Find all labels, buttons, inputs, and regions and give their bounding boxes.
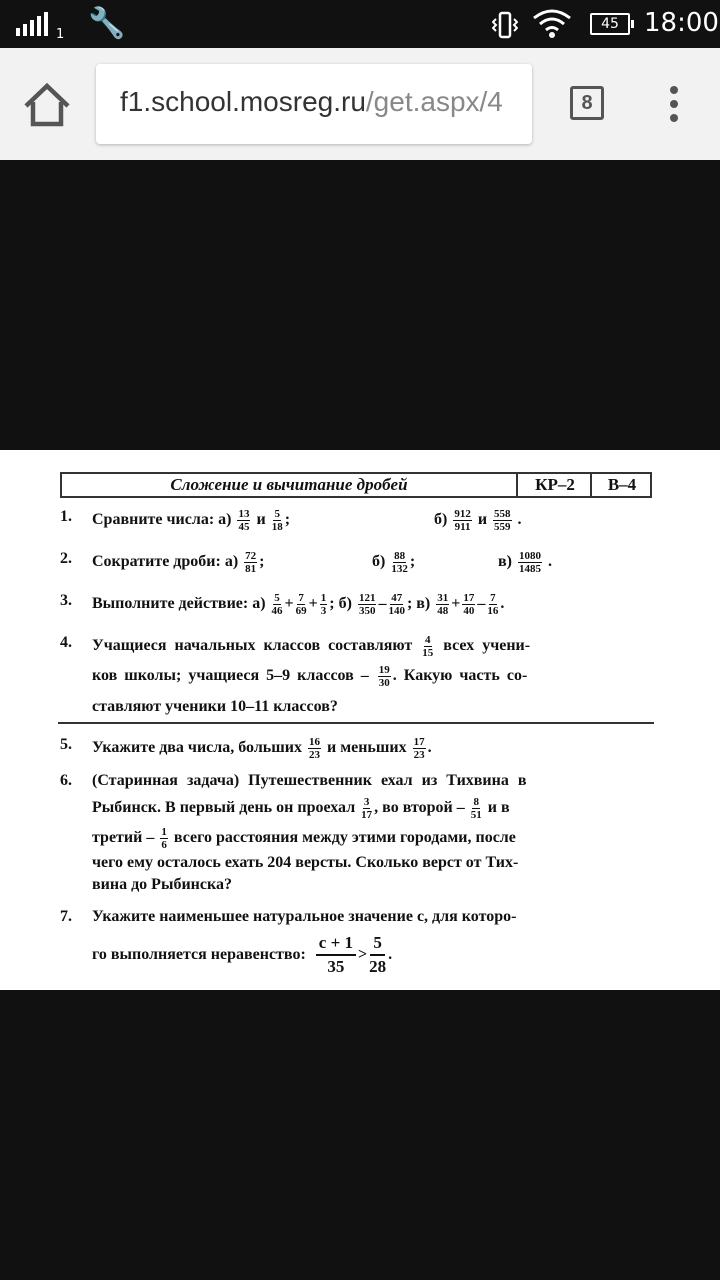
- url-bar[interactable]: [96, 64, 532, 144]
- fraction: $\frac{8}{51}$: [470, 796, 482, 821]
- fraction: $\frac{7}{69}$: [295, 592, 307, 617]
- problem-text-b: б) $\frac{912}{911}$ и $\frac{558}{559}$ .: [434, 508, 522, 533]
- worksheet-variant: В–4: [590, 474, 652, 496]
- fraction: $\frac{4}{15}$: [422, 634, 434, 659]
- wifi-icon: [532, 8, 572, 40]
- fraction: $\frac{47}{140}$: [388, 592, 405, 617]
- vibrate-icon: [492, 10, 518, 40]
- fraction: $\frac{3}{17}$: [361, 796, 373, 821]
- fraction: $\frac{558}{559}$: [494, 508, 511, 533]
- problem-line: чего ему осталось ехать 204 версты. Сколько верст от Тих-: [92, 854, 519, 871]
- worksheet-code: КР–2: [516, 474, 592, 496]
- page-content: [0, 160, 720, 1280]
- problem-text-c: в) $\frac{1080}{1485}$ .: [498, 550, 552, 575]
- problem-number: 5.: [60, 736, 72, 753]
- home-icon[interactable]: [22, 82, 72, 128]
- problem-number: 2.: [60, 550, 72, 567]
- fraction: $\frac{5}{46}$: [271, 592, 283, 617]
- fraction: $\frac{912}{911}$: [454, 508, 471, 533]
- wrench-icon: 🔧: [88, 6, 126, 41]
- fraction: $\frac{1}{3}$: [320, 592, 327, 617]
- fraction: $\frac{5}{28}$: [369, 933, 387, 976]
- fraction: $\frac{88}{132}$: [391, 550, 408, 575]
- url-path: /get.aspx/4: [365, 86, 503, 117]
- fraction: $\frac{19}{30}$: [378, 664, 390, 689]
- problem-number: 3.: [60, 592, 72, 609]
- url-host: f1.school.mosreg.ru: [120, 86, 366, 117]
- problem-number: 4.: [60, 634, 72, 651]
- problem-text: Выполните действие: а) $\frac{5}{46}$ + $\frac{7}{69}$ + $\frac{1}{3}$ ; б) $\frac{121}{350}$ – $\frac{47}{140}$ ; в) $\frac{31}{48}$ + $\frac{17}{40}$ – $\frac{7}{16}$ .: [92, 592, 505, 617]
- problem-line: третий – $\frac{1}{6}$ всего расстояния между этими городами, после: [92, 826, 516, 851]
- tabs-icon[interactable]: 8: [570, 86, 604, 120]
- section-divider: [58, 722, 654, 724]
- sim-slot-label: 1: [56, 27, 65, 42]
- clock: 18:00: [644, 8, 719, 38]
- problem-line: го выполняется неравенство: $\frac{c + 1}{35}$ > $\frac{5}{28}$ .: [92, 933, 393, 976]
- signal-icon: [16, 12, 48, 36]
- problem-line: Рыбинск. В первый день он проехал $\frac{3}{17}$ , во второй – $\frac{8}{51}$ и в: [92, 796, 510, 821]
- problem-text: Сравните числа: а) $\frac{13}{45}$ и $\frac{5}{18}$ ;: [92, 508, 291, 533]
- problem-line: ставляют ученики 10–11 классов?: [92, 698, 338, 715]
- problem-text: Укажите два числа, больших $\frac{16}{23}$ и меньших $\frac{17}{23}$ .: [92, 736, 432, 761]
- fraction: $\frac{17}{23}$: [413, 736, 425, 761]
- problem-line: (Старинная задача) Путешественник ехал из Тихвина в: [92, 772, 527, 789]
- problem-line: ков школы; учащиеся 5–9 классов – $\frac{19}{30}$ . Какую часть со-: [92, 664, 528, 689]
- fraction: $\frac{13}{45}$: [238, 508, 250, 533]
- overflow-menu-icon[interactable]: [664, 86, 684, 122]
- problem-number: 6.: [60, 772, 72, 789]
- fraction: $\frac{7}{16}$: [487, 592, 499, 617]
- fraction: $\frac{1}{6}$: [161, 826, 167, 851]
- worksheet-header: [60, 472, 652, 498]
- problem-line: вина до Рыбинска?: [92, 876, 232, 893]
- problem-number: 1.: [60, 508, 72, 525]
- problem-line: Учащиеся начальных классов составляют $\frac{4}{15}$ всех учени-: [92, 634, 531, 659]
- problem-number: 7.: [60, 908, 72, 925]
- url-text: [120, 86, 503, 118]
- empty-area: [0, 990, 720, 1280]
- fraction: $\frac{31}{48}$: [437, 592, 449, 617]
- battery-icon: 45: [590, 13, 630, 35]
- fraction: $\frac{1080}{1485}$: [518, 550, 541, 575]
- fraction: $\frac{17}{40}$: [463, 592, 475, 617]
- problem-text: Сократите дроби: а) $\frac{72}{81}$ ;: [92, 550, 265, 575]
- worksheet-image: [0, 450, 720, 990]
- fraction: $\frac{72}{81}$: [245, 550, 257, 575]
- fraction: $\frac{121}{350}$: [358, 592, 376, 617]
- problem-line: Укажите наименьшее натуральное значение c, для которо-: [92, 908, 517, 925]
- fraction: $\frac{16}{23}$: [308, 736, 320, 761]
- fraction: $\frac{c + 1}{35}$: [316, 932, 356, 978]
- browser-toolbar: [0, 48, 720, 160]
- fraction: $\frac{5}{18}$: [271, 508, 283, 533]
- status-bar: [0, 0, 720, 48]
- problem-text-b: б) $\frac{88}{132}$ ;: [372, 550, 416, 575]
- worksheet-title: Сложение и вычитание дробей: [170, 475, 408, 494]
